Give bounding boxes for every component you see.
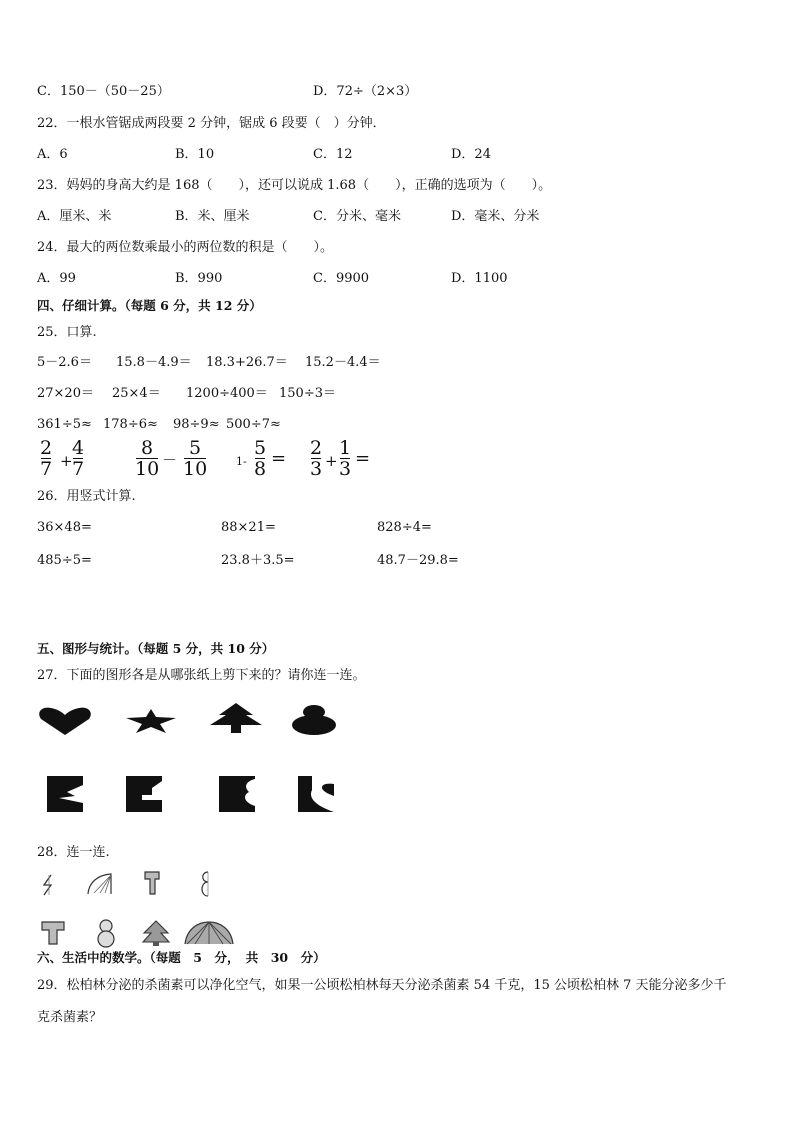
- q24-question: 24．最大的两位数乘最小的两位数的积是（ ）。: [37, 240, 334, 255]
- q27-question: 27．下面的图形各是从哪张纸上剪下来的？请你连一连。: [37, 668, 366, 683]
- snowman-icon: [96, 918, 116, 948]
- q22-option-d: D．24: [451, 147, 491, 162]
- snowman-shape: [291, 705, 337, 735]
- section-5-heading: 五、图形与统计。（每题 5 分，共 10 分）: [37, 641, 275, 656]
- oral-r2-1: 27×20＝: [37, 386, 94, 401]
- fraction: 1 3: [339, 437, 352, 480]
- q21-option-c: C．150－（50－25）: [37, 84, 170, 99]
- oral-r1-2: 15.8－4.9＝: [116, 355, 192, 370]
- fraction: 2 3: [310, 437, 323, 480]
- fraction: 4 7: [72, 437, 85, 480]
- plus-sign: +: [325, 452, 338, 470]
- tree-icon: [142, 920, 170, 946]
- vertical-calc-3: 828÷4=: [377, 520, 432, 535]
- fraction: 5 10: [183, 437, 208, 480]
- q24-option-d: D．1100: [451, 271, 508, 286]
- vertical-calc-2: 88×21=: [221, 520, 276, 535]
- half-snowman-icon: [198, 870, 212, 898]
- q23-option-c: C．分米、毫米: [313, 209, 401, 224]
- q24-option-b: B．990: [175, 271, 223, 286]
- q26-title: 26．用竖式计算.: [37, 489, 136, 504]
- oral-r3-1: 361÷5≈: [37, 417, 92, 432]
- paper-snowman-hole: [298, 776, 334, 812]
- q24-option-a: A．99: [37, 271, 76, 286]
- tree-shape: [209, 703, 263, 733]
- heart-shape: [38, 706, 92, 736]
- paper-heart-hole: [47, 776, 83, 812]
- q22-option-a: A．6: [37, 147, 68, 162]
- umbrella-icon: [183, 920, 235, 946]
- fraction: 8 10: [135, 437, 160, 480]
- plus-sign: +: [60, 452, 73, 470]
- oral-r1-3: 18.3+26.7＝: [206, 355, 288, 370]
- fraction: 2 7: [40, 437, 53, 480]
- half-umbrella-icon: [86, 872, 114, 896]
- section-4-heading: 四、仔细计算。（每题 6 分，共 12 分）: [37, 298, 262, 313]
- fraction: 5 8: [254, 437, 267, 480]
- oral-r3-2: 178÷6≈: [103, 417, 158, 432]
- q22-option-c: C．12: [313, 147, 353, 162]
- q23-question: 23．妈妈的身高大约是 168（ ），还可以说成 1.68（ ），正确的选项为（ ）。: [37, 178, 552, 193]
- q25-title: 25．口算.: [37, 325, 97, 340]
- equals-sign: =: [271, 448, 287, 469]
- house-icon: [40, 920, 66, 946]
- vertical-calc-5: 23.8＋3.5=: [221, 553, 295, 568]
- oral-r3-4: 500÷7≈: [226, 417, 281, 432]
- q29-question-line1: 29．松柏林分泌的杀菌素可以净化空气，如果一公顷松柏林每天分泌杀菌素 54 千克，15 公顷松柏林 7 天能分泌多少千: [37, 978, 727, 993]
- minus-sign: －: [162, 451, 178, 469]
- q22-option-b: B．10: [175, 147, 215, 162]
- half-house-icon: [143, 870, 163, 896]
- vertical-calc-4: 485÷5=: [37, 553, 92, 568]
- paper-tree-hole: [219, 776, 255, 812]
- oral-r2-4: 150÷3＝: [279, 386, 336, 401]
- q23-option-d: D．毫米、分米: [451, 209, 540, 224]
- oral-r2-2: 25×4＝: [112, 386, 161, 401]
- equals-sign: =: [355, 448, 371, 469]
- q21-option-d: D．72÷（2×3）: [313, 84, 418, 99]
- q23-option-a: A．厘米、米: [37, 209, 112, 224]
- q29-question-line2: 克杀菌素？: [37, 1010, 103, 1025]
- star-shape: [125, 709, 177, 733]
- oral-r1-4: 15.2－4.4＝: [305, 355, 381, 370]
- q23-option-b: B．米、厘米: [175, 209, 250, 224]
- half-lightning-icon: [40, 874, 58, 896]
- q22-question: 22．一根水管锯成两段要 2 分钟，锯成 6 段要（ ）分钟．: [37, 116, 386, 131]
- q28-title: 28．连一连.: [37, 845, 110, 860]
- section-6-heading: 六、生活中的数学。（每题 5 分， 共 30 分）: [37, 950, 326, 965]
- oral-r3-3: 98÷9≈: [173, 417, 220, 432]
- oral-r2-3: 1200÷400＝: [186, 386, 268, 401]
- oral-r1-1: 5－2.6＝: [37, 355, 92, 370]
- q24-option-c: C．9900: [313, 271, 370, 286]
- vertical-calc-1: 36×48=: [37, 520, 92, 535]
- paper-star-hole: [126, 776, 162, 812]
- one-minus: 1-: [236, 455, 247, 468]
- vertical-calc-6: 48.7－29.8=: [377, 553, 459, 568]
